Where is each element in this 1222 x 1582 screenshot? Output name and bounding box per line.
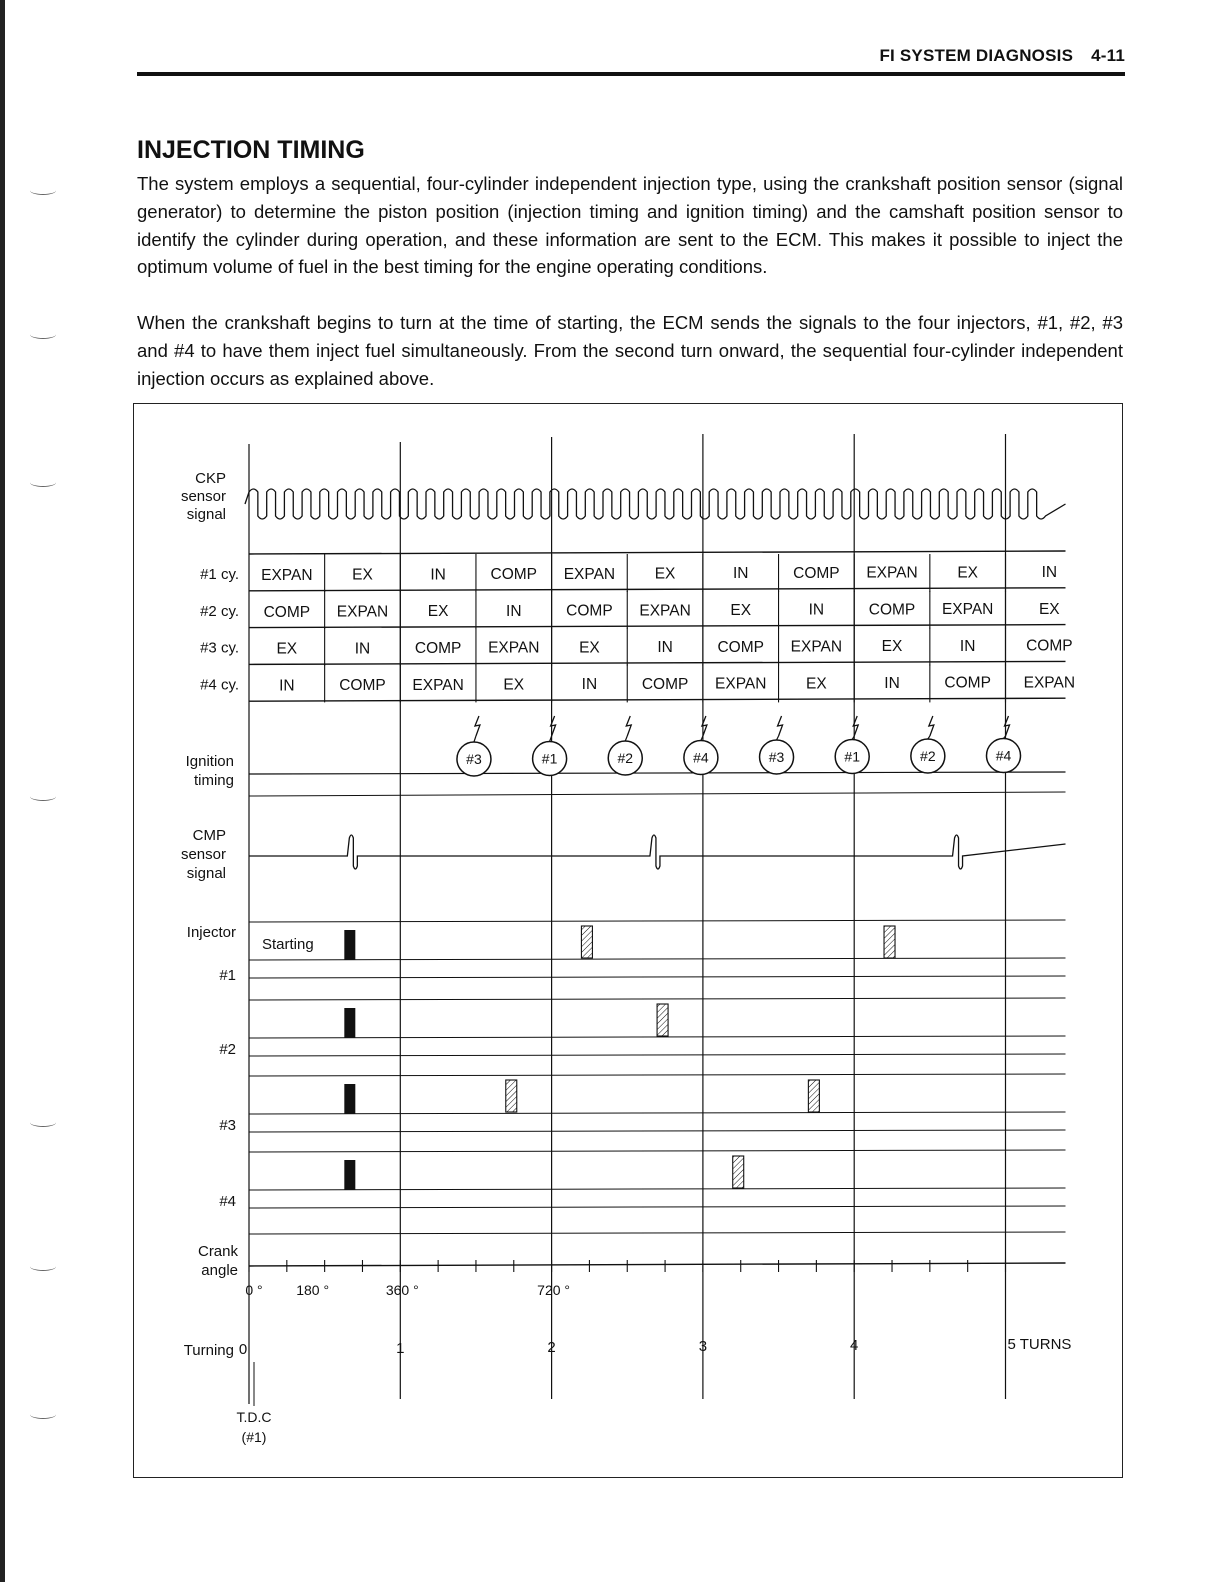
sequential-injection-pulse <box>657 1004 668 1036</box>
injector-number-label: #3 <box>219 1117 236 1134</box>
table-row-line <box>249 551 1066 554</box>
table-row-line <box>249 698 1066 701</box>
stroke-cell-text: EX <box>427 603 449 621</box>
injection-timing-diagram <box>133 403 1123 1478</box>
stroke-cell-text: COMP <box>641 675 689 693</box>
stroke-cell-text: EX <box>352 566 373 584</box>
sequential-injection-pulse <box>733 1156 744 1188</box>
header-section: FI SYSTEM DIAGNOSIS <box>879 46 1074 65</box>
stroke-cell-text: EXPAN <box>336 603 389 621</box>
ckp-label-line: signal <box>186 506 226 523</box>
sequential-injection-pulse <box>506 1080 517 1112</box>
stroke-cell-text: IN <box>354 640 371 658</box>
section-title: INJECTION TIMING <box>137 136 365 164</box>
turn-number: 5 TURNS <box>1007 1336 1072 1353</box>
stroke-cell-text: EXPAN <box>639 602 691 620</box>
stroke-cell-text: IN <box>808 601 825 619</box>
stroke-cell-text: EXPAN <box>412 676 464 694</box>
cmp-label-line: sensor <box>180 846 226 863</box>
table-row-line <box>249 625 1066 628</box>
injector-label: Injector <box>186 924 236 941</box>
injector-gap-line <box>249 1054 1066 1056</box>
stroke-cell-text: EXPAN <box>866 564 918 582</box>
crank-tick-label: 180 ° <box>296 1282 330 1298</box>
table-row-line <box>249 588 1066 591</box>
turning-label: Turning <box>183 1342 234 1359</box>
stroke-cell-text: EXPAN <box>715 675 767 693</box>
stroke-cell-text: IN <box>884 675 900 692</box>
turn-number: 2 <box>547 1339 556 1356</box>
injector-lower-line <box>249 1112 1066 1114</box>
row-separator <box>249 792 1066 796</box>
spark-icon <box>475 716 480 736</box>
stroke-cell-text: EX <box>579 639 600 657</box>
page-binding-edge <box>0 0 5 1582</box>
sequential-injection-pulse <box>884 926 895 958</box>
header-rule <box>137 72 1125 76</box>
margin-mark <box>30 1262 56 1271</box>
crank-tick-label: 0 ° <box>245 1282 263 1298</box>
turn-number: 3 <box>698 1338 708 1355</box>
stroke-cell-text: IN <box>430 566 446 584</box>
stroke-cell-text: COMP <box>793 564 840 582</box>
turn-number: 1 <box>396 1340 405 1357</box>
injector-upper-line <box>249 998 1066 1000</box>
ignition-cylinder-label: #4 <box>995 747 1012 764</box>
cmp-waveform <box>249 835 1066 869</box>
injector-gap-line <box>249 1206 1066 1208</box>
stroke-cell-text: EXPAN <box>941 601 994 619</box>
ckp-label-line: CKP <box>195 470 226 487</box>
tdc-label-line: (#1) <box>241 1429 267 1445</box>
cmp-label-line: CMP <box>192 827 226 844</box>
cylinder-label: #1 cy. <box>200 566 239 583</box>
stroke-cell-text: COMP <box>566 602 613 620</box>
stroke-cell-text: COMP <box>414 640 462 657</box>
injector-number-label: #1 <box>219 967 236 984</box>
margin-mark <box>30 1118 56 1127</box>
stroke-cell-text: IN <box>279 677 295 695</box>
row-separator <box>249 1232 1066 1234</box>
margin-mark <box>30 792 56 801</box>
sequential-injection-pulse <box>581 926 592 958</box>
injector-number-label: #4 <box>219 1193 236 1210</box>
stroke-cell-text: COMP <box>1026 637 1073 655</box>
spark-lead-line <box>625 736 627 741</box>
injector-upper-line <box>249 920 1066 922</box>
injector-number-label: #2 <box>219 1041 236 1058</box>
injector-upper-line <box>249 1074 1066 1076</box>
starting-label: Starting <box>262 936 314 953</box>
stroke-cell-text: EXPAN <box>488 639 540 657</box>
starting-injection-pulse <box>344 1084 355 1114</box>
spark-lead-line <box>474 736 476 742</box>
stroke-cell-text: EX <box>806 675 827 693</box>
starting-injection-pulse <box>344 930 355 960</box>
cylinder-label: #3 cy. <box>200 639 239 657</box>
crank-tick-label: 720 ° <box>537 1282 571 1298</box>
stroke-cell-text: COMP <box>717 638 764 656</box>
ignition-cylinder-label: #1 <box>844 748 860 765</box>
crank-label-line: Crank <box>197 1243 238 1260</box>
paragraph-1: The system employs a sequential, four-cylinder independent injection type, using the crankshaft position sensor (signal generator) to determine the piston position (injection timing and ignition timing) and the camshaft position sensor to identify the cylinder during operation, and these information are sent to the ECM. This makes it possible to inject the optimum volume of fuel in the best timing for the engine operating conditions. <box>137 173 1123 278</box>
stroke-cell-text: COMP <box>263 603 311 621</box>
margin-mark <box>30 186 56 195</box>
injector-gap-line <box>249 1130 1066 1132</box>
stroke-cell-text: EX <box>1038 600 1060 618</box>
starting-injection-pulse <box>344 1160 355 1190</box>
stroke-cell-text: EX <box>730 602 752 619</box>
header-page-number: 4-11 <box>1091 46 1125 65</box>
spark-icon <box>626 716 631 736</box>
spark-icon <box>929 716 934 736</box>
stroke-cell-text: EXPAN <box>261 567 313 584</box>
stroke-cell-text: EX <box>503 676 525 694</box>
stroke-cell-text: EXPAN <box>1023 674 1076 692</box>
ckp-waveform <box>245 489 1066 519</box>
stroke-cell-text: EXPAN <box>563 565 616 583</box>
ignition-cylinder-label: #3 <box>768 749 785 765</box>
stroke-cell-text: COMP <box>490 566 538 584</box>
ignition-cylinder-label: #2 <box>920 748 936 764</box>
header-text <box>861 46 1125 66</box>
spark-icon <box>778 716 783 736</box>
injector-lower-line <box>249 958 1066 960</box>
margin-mark <box>30 478 56 487</box>
injector-upper-line <box>249 1150 1066 1152</box>
cylinder-label: #4 cy. <box>200 676 239 694</box>
injector-gap-line <box>249 976 1066 978</box>
cmp-label-line: signal <box>186 865 226 882</box>
ignition-cylinder-label: #1 <box>541 750 558 767</box>
stroke-cell-text: IN <box>732 565 749 583</box>
sequential-injection-pulse <box>808 1080 819 1112</box>
stroke-cell-text: EX <box>957 564 979 582</box>
page-header <box>137 46 1125 76</box>
stroke-cell-text: COMP <box>944 674 991 692</box>
stroke-cell-text: COMP <box>339 677 386 695</box>
ignition-baseline <box>249 772 1066 774</box>
margin-mark <box>30 1410 56 1419</box>
crank-label-line: angle <box>201 1262 238 1279</box>
crank-tick-label: 360 ° <box>385 1282 419 1298</box>
stroke-cell-text: EXPAN <box>790 638 843 656</box>
timing-chart <box>134 404 1122 1477</box>
ckp-label-line: sensor <box>180 488 226 505</box>
stroke-cell-text: IN <box>581 676 598 694</box>
turn-number: 4 <box>850 1337 859 1354</box>
margin-mark <box>30 330 56 339</box>
stroke-cell-text: EX <box>881 638 903 656</box>
stroke-cell-text: IN <box>506 602 522 620</box>
starting-injection-pulse <box>344 1008 355 1038</box>
stroke-cell-text: COMP <box>868 601 916 619</box>
stroke-cell-text: IN <box>1041 564 1058 581</box>
tdc-label-line: T.D.C <box>236 1409 272 1425</box>
turn-number: 0 <box>238 1341 248 1358</box>
ignition-cylinder-label: #2 <box>617 750 634 766</box>
stroke-cell-text: IN <box>959 637 976 655</box>
ignition-label-line: Ignition <box>185 753 234 770</box>
paragraph-2: When the crankshaft begins to turn at the time of starting, the ECM sends the signals to the four injectors, #1, #2, #3 and #4 to have them inject fuel simultaneously. From the second turn onward, the sequential four-cylinder independent injection occurs as explained above. <box>137 312 1123 389</box>
table-row-line <box>249 661 1066 664</box>
cylinder-label: #2 cy. <box>200 602 239 620</box>
injector-lower-line <box>249 1188 1066 1190</box>
ignition-label-line: timing <box>193 772 234 789</box>
stroke-cell-text: EX <box>654 565 676 583</box>
stroke-cell-text: EX <box>276 640 298 658</box>
stroke-cell-text: IN <box>657 639 673 657</box>
ignition-cylinder-label: #3 <box>466 751 482 767</box>
ignition-cylinder-label: #4 <box>693 749 709 766</box>
crank-axis <box>249 1263 1066 1266</box>
